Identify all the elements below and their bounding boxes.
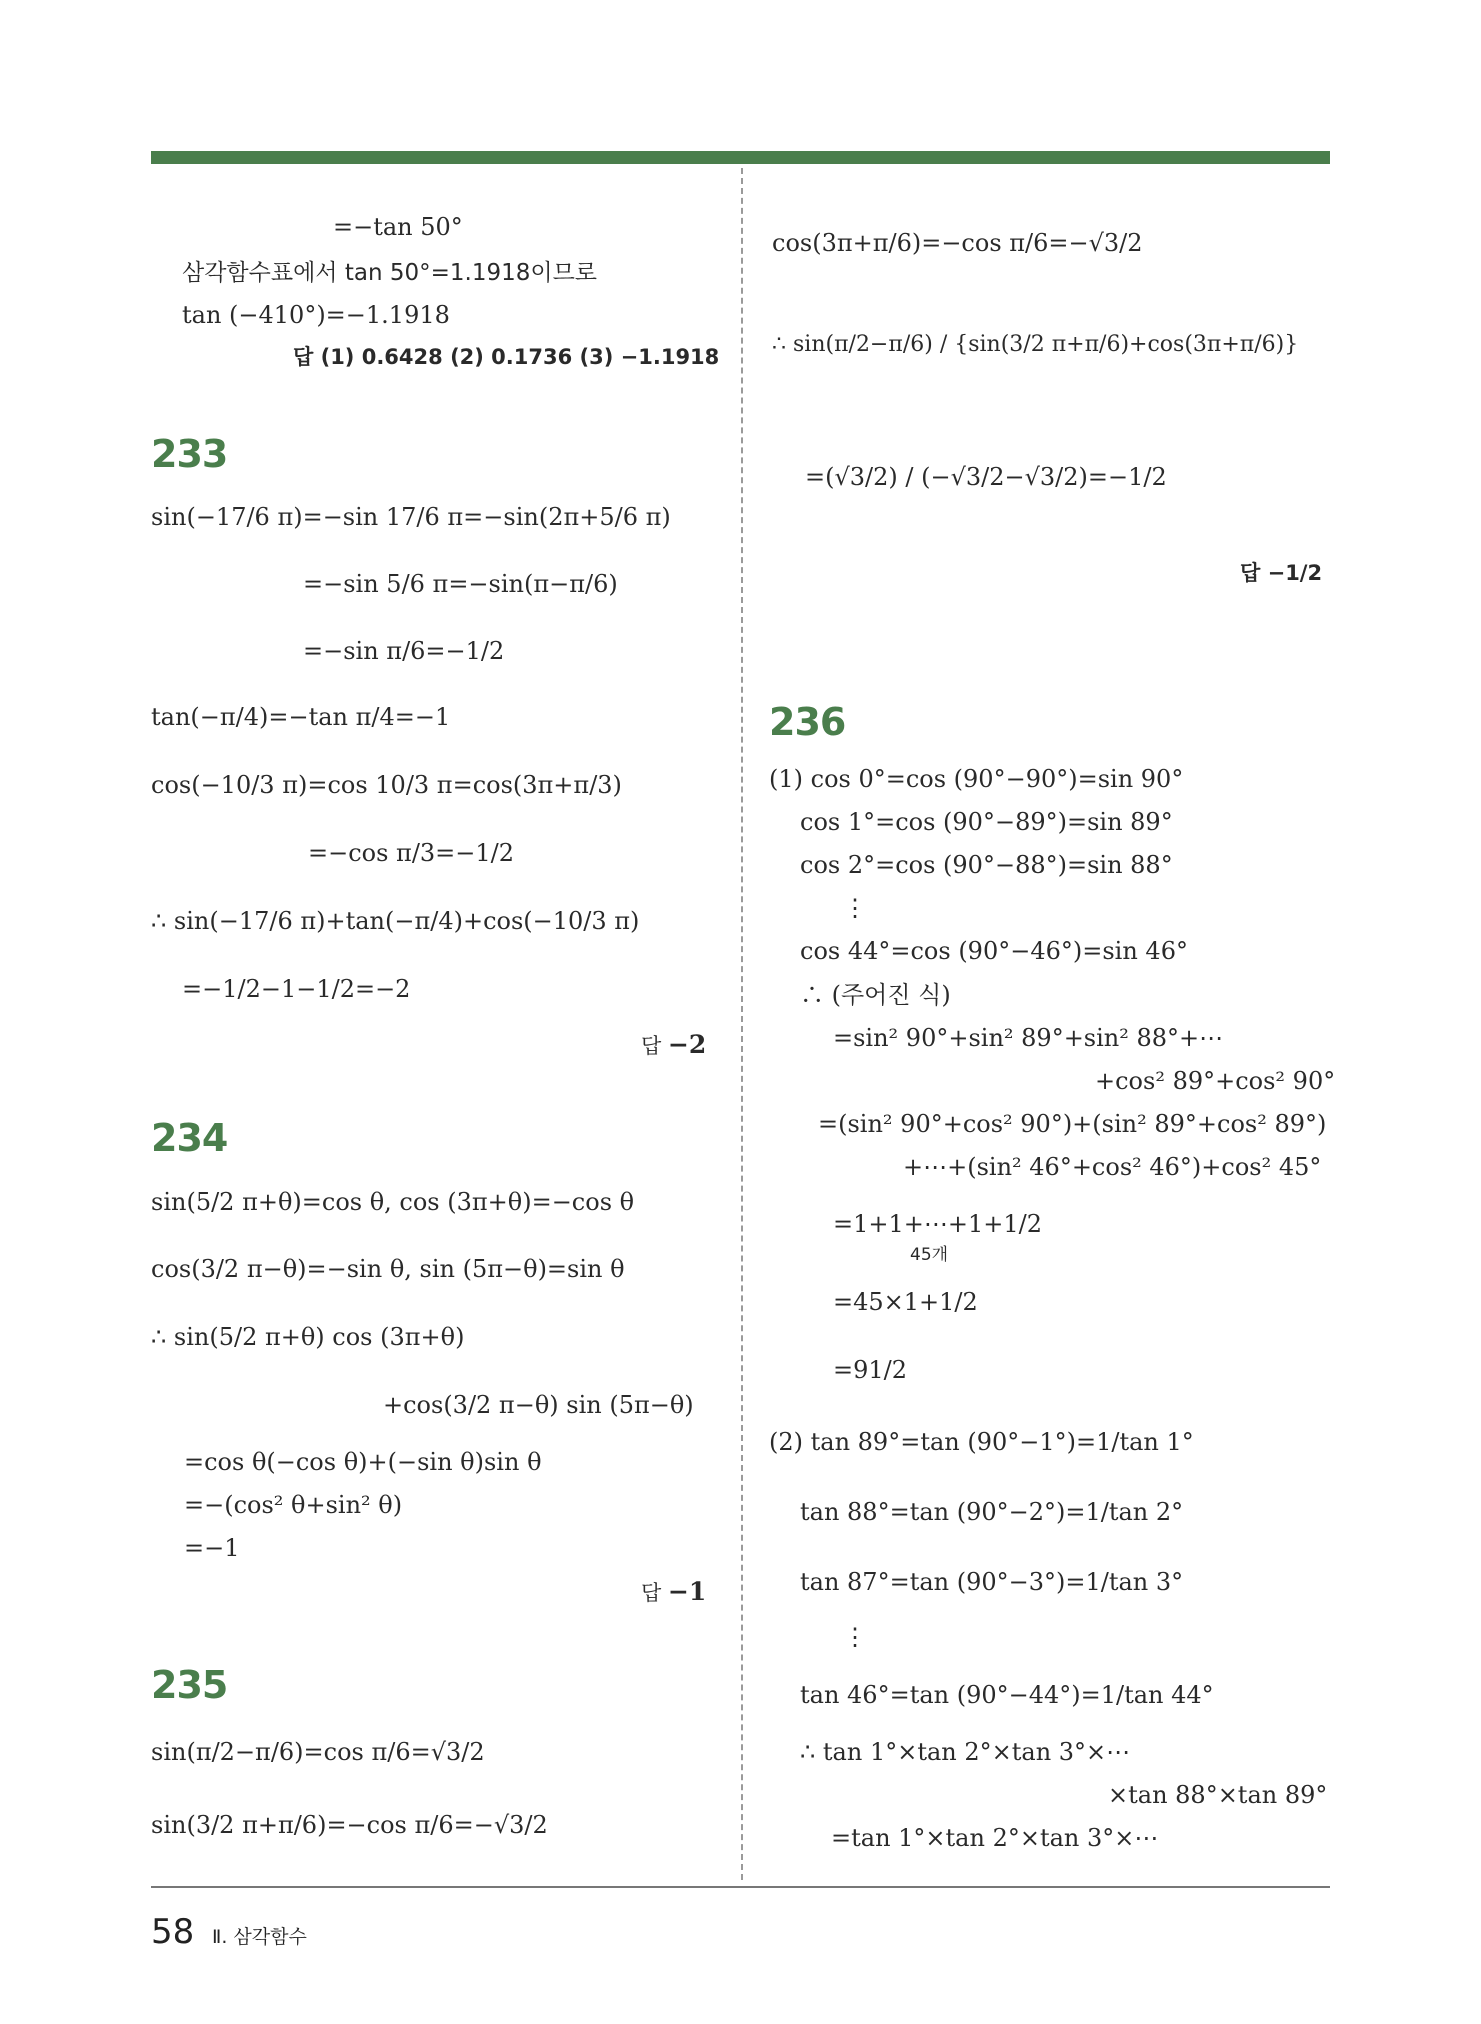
p236-line-18: ⋮ — [843, 1623, 867, 1651]
p234-line-4: +cos(3/2 π−θ) sin (5π−θ) — [383, 1391, 694, 1419]
p236-line-5: cos 44°=cos (90°−46°)=sin 46° — [800, 937, 1188, 965]
p233-line-2: =−sin 5/6 π=−sin(π−π/6) — [303, 570, 618, 598]
p233-line-5: cos(−10/3 π)=cos 10/3 π=cos(3π+π/3) — [151, 771, 622, 799]
p236-line-3: cos 2°=cos (90°−88°)=sin 88° — [800, 851, 1173, 879]
p235-line-2: sin(3/2 π+π/6)=−cos π/6=−√3/2 — [151, 1811, 548, 1839]
p233-line-3: =−sin π/6=−1/2 — [303, 637, 505, 665]
p233-line-7: ∴ sin(−17/6 π)+tan(−π/4)+cos(−10/3 π) — [151, 907, 640, 935]
p236-line-19: tan 46°=tan (90°−44°)=1/tan 44° — [800, 1681, 1214, 1709]
p235-line-3: cos(3π+π/6)=−cos π/6=−√3/2 — [772, 229, 1143, 257]
p236-line-1: (1) cos 0°=cos (90°−90°)=sin 90° — [769, 765, 1184, 793]
top-answer: 답 (1) 0.6428 (2) 0.1736 (3) −1.1918 — [293, 345, 720, 369]
p236-line-6: ∴ (주어진 식) — [800, 981, 951, 1009]
p234-line-7: =−1 — [184, 1534, 240, 1562]
page-number: 58 — [151, 1912, 195, 1952]
p234-line-5: =cos θ(−cos θ)+(−sin θ)sin θ — [184, 1448, 542, 1476]
p233-answer: 답 −2 — [641, 1030, 707, 1059]
p236-line-15: (2) tan 89°=tan (90°−1°)=1/tan 1° — [769, 1428, 1194, 1456]
problem-233-number: 233 — [151, 432, 228, 476]
p235-line-4: ∴ sin(π/2−π/6) / {sin(3/2 π+π/6)+cos(3π+π/6)} — [772, 332, 1299, 357]
top-line-2: 삼각함수표에서 tan 50°=1.1918이므로 — [182, 260, 598, 286]
p236-line-13: =45×1+1/2 — [833, 1288, 978, 1316]
p236-line-11: =1+1+⋯+1+1/2 — [833, 1210, 1042, 1238]
p234-line-2: cos(3/2 π−θ)=−sin θ, sin (5π−θ)=sin θ — [151, 1255, 625, 1283]
p233-line-4: tan(−π/4)=−tan π/4=−1 — [151, 703, 451, 731]
p236-line-17: tan 87°=tan (90°−3°)=1/tan 3° — [800, 1568, 1184, 1596]
p236-line-10: +⋯+(sin² 46°+cos² 46°)+cos² 45° — [903, 1153, 1322, 1181]
p234-line-3: ∴ sin(5/2 π+θ) cos (3π+θ) — [151, 1323, 465, 1351]
top-line-3: tan (−410°)=−1.1918 — [182, 301, 450, 329]
p233-line-6: =−cos π/3=−1/2 — [308, 839, 515, 867]
p234-answer: 답 −1 — [641, 1577, 707, 1606]
problem-236-number: 236 — [769, 700, 846, 744]
p233-line-8: =−1/2−1−1/2=−2 — [182, 975, 411, 1003]
p236-line-20: ∴ tan 1°×tan 2°×tan 3°×⋯ — [800, 1738, 1131, 1766]
p236-line-7: =sin² 90°+sin² 89°+sin² 88°+⋯ — [833, 1024, 1224, 1052]
p236-line-8: +cos² 89°+cos² 90° — [1095, 1067, 1336, 1095]
p236-line-14: =91/2 — [833, 1356, 908, 1384]
problem-235-number: 235 — [151, 1663, 228, 1707]
p234-line-6: =−(cos² θ+sin² θ) — [184, 1491, 403, 1519]
problem-234-number: 234 — [151, 1116, 228, 1160]
p236-line-12: 45개 — [910, 1245, 949, 1265]
p236-line-16: tan 88°=tan (90°−2°)=1/tan 2° — [800, 1498, 1184, 1526]
p236-line-2: cos 1°=cos (90°−89°)=sin 89° — [800, 808, 1173, 836]
p236-line-22: =tan 1°×tan 2°×tan 3°×⋯ — [831, 1824, 1159, 1852]
p236-line-4: ⋮ — [843, 894, 867, 922]
p235-answer: 답 −1/2 — [1240, 561, 1323, 585]
p236-line-9: =(sin² 90°+cos² 90°)+(sin² 89°+cos² 89°) — [818, 1110, 1327, 1138]
top-line-1: =−tan 50° — [333, 213, 463, 241]
p235-line-5: =(√3/2) / (−√3/2−√3/2)=−1/2 — [805, 463, 1167, 491]
p236-line-21: ×tan 88°×tan 89° — [1108, 1781, 1328, 1809]
chapter-label: Ⅱ. 삼각함수 — [212, 1926, 307, 1948]
p234-line-1: sin(5/2 π+θ)=cos θ, cos (3π+θ)=−cos θ — [151, 1188, 635, 1216]
p235-line-1: sin(π/2−π/6)=cos π/6=√3/2 — [151, 1738, 485, 1766]
footer-rule — [151, 1886, 1330, 1888]
header-accent-bar — [151, 151, 1330, 164]
p233-line-1: sin(−17/6 π)=−sin 17/6 π=−sin(2π+5/6 π) — [151, 503, 671, 531]
column-divider — [741, 168, 743, 1880]
